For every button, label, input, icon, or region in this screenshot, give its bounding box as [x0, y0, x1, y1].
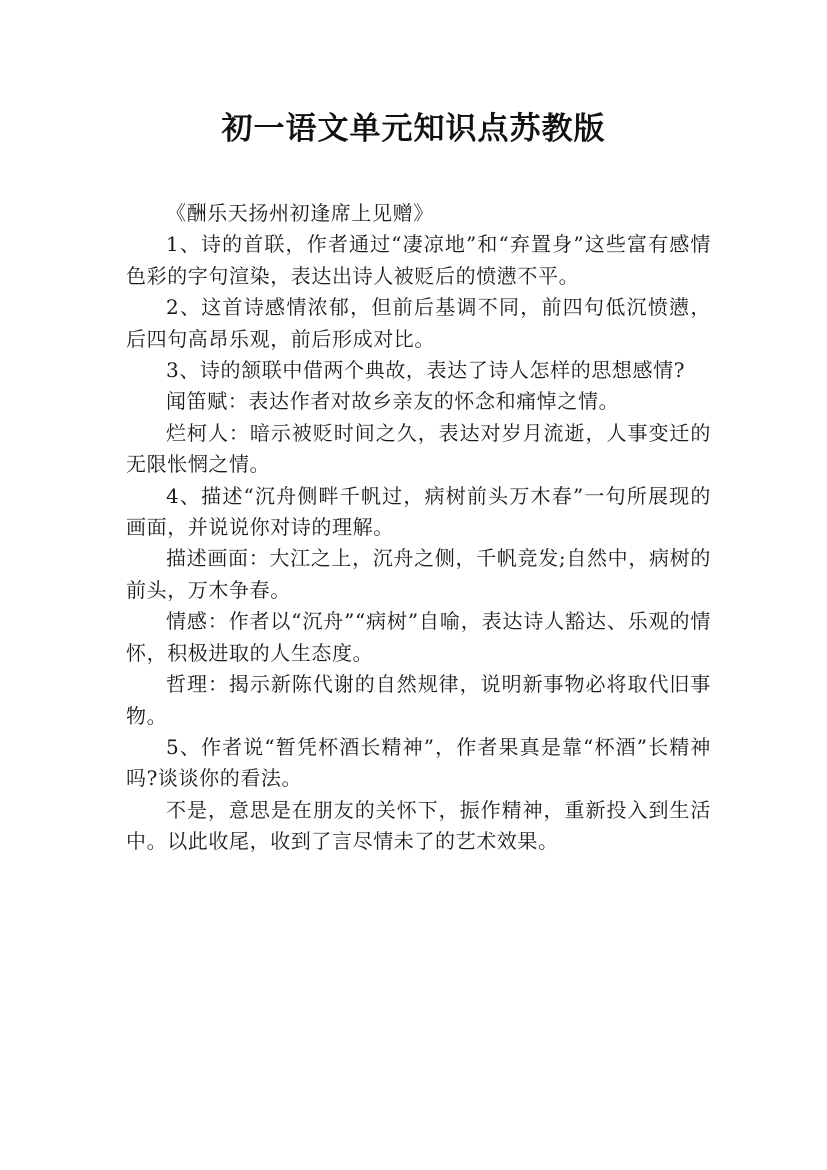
- paragraph: 4、描述“沉舟侧畔千帆过，病树前头万木春”一句所展现的画面，并说说你对诗的理解。: [126, 483, 711, 540]
- paragraph: 闻笛赋：表达作者对故乡亲友的怀念和痛悼之情。: [166, 389, 620, 414]
- paragraph: 1、诗的首联，作者通过“凄凉地”和“弃置身”这些富有感情色彩的字句渲染，表达出诗人被贬后的愤懑不平。: [126, 232, 711, 288]
- document-title: 初一语文单元知识点苏教版: [221, 111, 606, 147]
- paragraph: 情感：作者以“沉舟”“病树”自喻，表达诗人豁达、乐观的情怀，积极进取的人生态度。: [126, 609, 711, 665]
- poem-title: 《酬乐天扬州初逢席上见赠》: [166, 201, 434, 225]
- paragraph: 不是，意思是在朋友的关怀下，振作精神，重新投入到生活中。以此收尾，收到了言尽情未了的艺术效果。: [126, 797, 711, 854]
- paragraph: 2、这首诗感情浓郁，但前后基调不同，前四句低沉愤懑，后四句高昂乐观，前后形成对比。: [126, 295, 711, 351]
- paragraph: 描述画面：大江之上，沉舟之侧，千帆竞发;自然中，病树的前头，万木争春。: [126, 546, 711, 602]
- paragraph: 哲理：揭示新陈代谢的自然规律，说明新事物必将取代旧事物。: [126, 672, 711, 728]
- document-body: [126, 198, 711, 858]
- paragraph: 3、诗的颔联中借两个典故，表达了诗人怎样的思想感情?: [166, 358, 686, 383]
- paragraph: 烂柯人：暗示被贬时间之久，表达对岁月流逝，人事变迁的无限怅惘之情。: [126, 420, 711, 477]
- paragraph: 5、作者说“暂凭杯酒长精神”，作者果真是靠“杯酒”长精神吗?谈谈你的看法。: [126, 734, 711, 791]
